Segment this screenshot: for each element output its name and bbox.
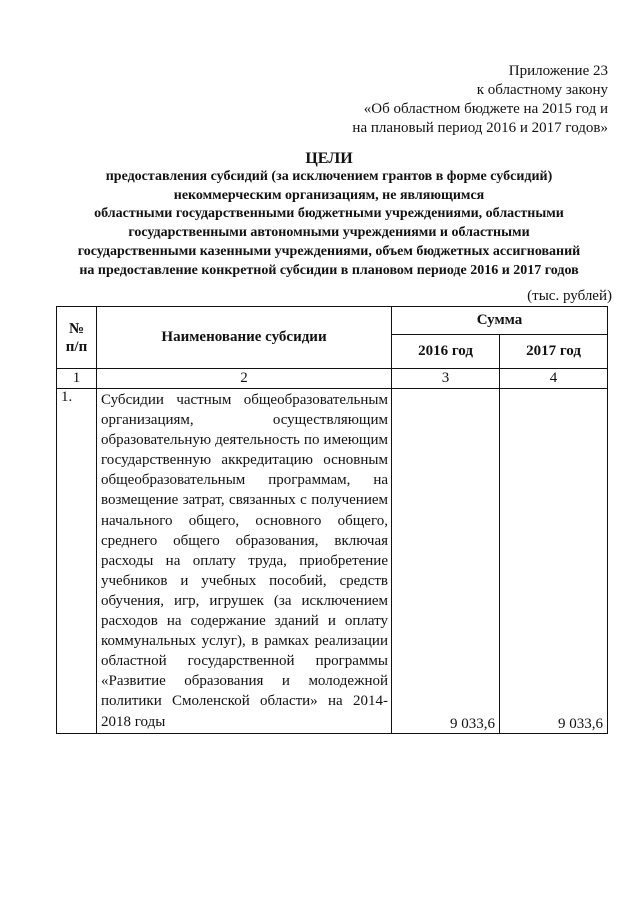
header-number-line-1: №: [68, 320, 85, 337]
heading-line-4: государственными автономными учреждениями и областными: [128, 225, 530, 241]
row-subsidy-name: Субсидии частным общеобразовательным организациям, осуществляющим образовательную деятельность по имеющим государственную аккредитацию основным общеобразовательным программам, на возмещение затрат, связанных с получением начального общего, основного общего, среднего общего образования, включая расходы на оплату труда, приобретение учебников и учебных пособий, средств обучения, игр, игрушек (за исключением расходов на содержание зданий и оплату коммунальных услуг), в рамках реализации областной государственной программы «Развитие образования и молодежной политики Смоленской области» на 2014-2018 годы: [97, 389, 392, 734]
appendix-line-1: Приложение 23: [508, 63, 608, 79]
column-index-2: 2: [97, 369, 392, 389]
heading-line-1: предоставления субсидий (за исключением грантов в форме субсидий): [105, 169, 553, 184]
header-name: Наименование субсидии: [97, 307, 392, 369]
unit-note: (тыс. рублей): [527, 288, 612, 304]
header-number-line-2: п/п: [65, 338, 88, 355]
row-amount-2016: 9 033,6: [392, 389, 500, 734]
header-year-2017: 2017 год: [500, 335, 608, 369]
table-row: [57, 389, 608, 734]
heading-line-2: некоммерческим организациям, не являющимся: [173, 187, 485, 203]
heading-line-5: государственными казенными учреждениями, объем бюджетных ассигнований: [77, 243, 581, 259]
appendix-line-3: «Об областном бюджете на 2015 год и: [363, 101, 608, 117]
column-index-row: [57, 369, 608, 389]
row-number: 1.: [57, 389, 97, 734]
row-amount-2017: 9 033,6: [500, 389, 608, 734]
document-title: ЦЕЛИ: [305, 150, 353, 167]
document-heading: [40, 168, 618, 280]
heading-line-3: областными государственными бюджетными учреждениями, областными: [94, 206, 564, 222]
appendix-note: [248, 62, 608, 138]
subsidy-table: [56, 306, 608, 734]
appendix-line-2: к областному закону: [476, 82, 608, 98]
header-year-2016: 2016 год: [392, 335, 500, 369]
header-number: [57, 307, 97, 369]
appendix-line-4: на плановый период 2016 и 2017 годов»: [352, 120, 608, 136]
column-index-4: 4: [500, 369, 608, 389]
column-index-3: 3: [392, 369, 500, 389]
heading-line-6: на предоставление конкретной субсидии в плановом периоде 2016 и 2017 годов: [79, 262, 579, 278]
column-index-1: 1: [57, 369, 97, 389]
header-sum: Сумма: [392, 307, 608, 335]
